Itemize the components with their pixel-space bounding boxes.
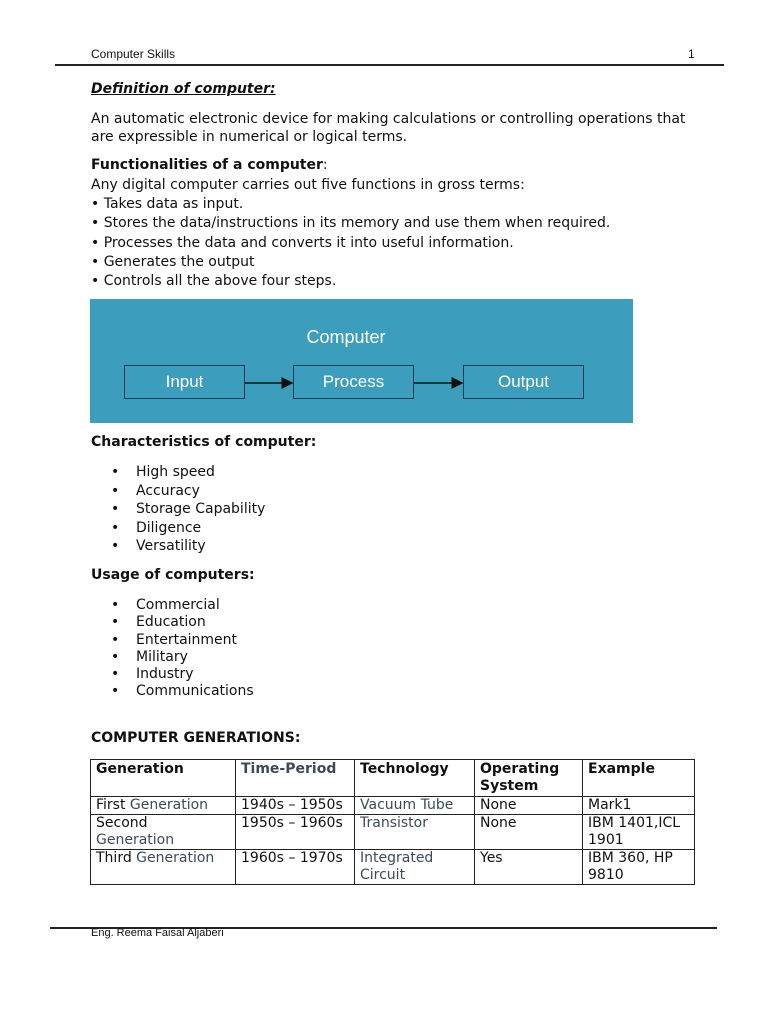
definition-text: An automatic electronic device for making calculations or controlling operations that are expressible in numerical or logical terms.	[91, 111, 686, 145]
list-item: • Diligence	[111, 519, 202, 536]
functionalities-intro: Any digital computer carries out five functions in gross terms:	[91, 177, 525, 193]
bullet-icon: •	[111, 538, 120, 554]
list-item: • Processes the data and converts it into useful information.	[91, 234, 514, 251]
column-header: Technology	[355, 760, 475, 797]
diagram-process-box: Process	[293, 365, 414, 399]
footer-author: Eng. Reema Faisal Aljaberi	[91, 927, 224, 939]
diagram-output-box: Output	[463, 365, 584, 399]
computer-diagram	[90, 299, 633, 423]
definition-heading: Definition of computer:	[91, 81, 276, 97]
column-header: Generation	[91, 760, 236, 797]
table-cell: 1940s – 1950s	[236, 797, 355, 815]
column-header: Operating System	[475, 760, 583, 797]
table-row	[91, 850, 695, 885]
bullet-icon: •	[111, 666, 120, 683]
table-cell: 1960s – 1970s	[236, 850, 355, 885]
table-row	[91, 815, 695, 850]
table-cell: None	[475, 797, 583, 815]
generations-table	[90, 759, 695, 885]
characteristics-list	[111, 463, 265, 556]
list-item: • Industry	[111, 666, 194, 683]
list-item: • Stores the data/instructions in its memory and use them when required.	[91, 215, 611, 232]
list-item: • Generates the output	[91, 253, 255, 270]
list-item: • Controls all the above four steps.	[91, 273, 337, 290]
table-row	[91, 797, 695, 815]
list-item: • Entertainment	[111, 631, 238, 648]
table-cell: Integrated Circuit	[355, 850, 475, 885]
list-item: • Education	[111, 614, 206, 631]
generations-heading: COMPUTER GENERATIONS:	[91, 730, 301, 746]
table-cell: Mark1	[583, 797, 695, 815]
list-item: • Accuracy	[111, 482, 200, 499]
list-item: • Military	[111, 648, 188, 665]
diagram-input-box: Input	[124, 365, 245, 399]
bullet-icon: •	[111, 464, 120, 480]
column-header: Time-Period	[236, 760, 355, 797]
table-cell: Third Generation	[91, 850, 236, 885]
table-cell: Yes	[475, 850, 583, 885]
table-cell: 1950s – 1960s	[236, 815, 355, 850]
bullet-icon: •	[111, 597, 120, 613]
characteristics-heading: Characteristics of computer:	[91, 434, 317, 450]
bullet-icon: •	[111, 648, 120, 665]
table-header-row	[91, 760, 695, 797]
list-item: • Versatility	[111, 538, 206, 554]
header-title: Computer Skills	[91, 47, 176, 61]
functionalities-list	[91, 176, 610, 291]
list-item: • Commercial	[111, 597, 220, 613]
table-cell: IBM 1401,ICL 1901	[583, 815, 695, 850]
list-item: • Storage Capability	[111, 501, 266, 517]
diagram-title: Computer	[306, 327, 386, 347]
functionalities-heading-text: Functionalities of a computer	[91, 157, 323, 173]
bullet-icon: •	[111, 631, 120, 648]
list-item: • Takes data as input.	[91, 196, 244, 213]
list-item: • High speed	[111, 464, 215, 480]
bullet-icon: •	[111, 501, 120, 517]
list-item: • Communications	[111, 683, 254, 700]
functionalities-heading-colon: :	[322, 157, 328, 173]
bullet-icon: •	[111, 519, 120, 536]
table-cell: First Generation	[91, 797, 236, 815]
usage-list	[111, 597, 254, 701]
header-divider	[55, 64, 724, 66]
page-number: 1	[688, 47, 695, 61]
bullet-icon: •	[111, 683, 120, 700]
usage-heading: Usage of computers:	[91, 567, 255, 583]
bullet-icon: •	[111, 614, 120, 631]
table-cell: IBM 360, HP 9810	[583, 850, 695, 885]
table-cell: Vacuum Tube	[355, 797, 475, 815]
table-cell: None	[475, 815, 583, 850]
table-cell: Transistor	[355, 815, 475, 850]
functionalities-heading	[91, 157, 328, 173]
table-cell: Second Generation	[91, 815, 236, 850]
diagram-arrows	[90, 299, 633, 423]
bullet-icon: •	[111, 482, 120, 499]
column-header: Example	[583, 760, 695, 797]
